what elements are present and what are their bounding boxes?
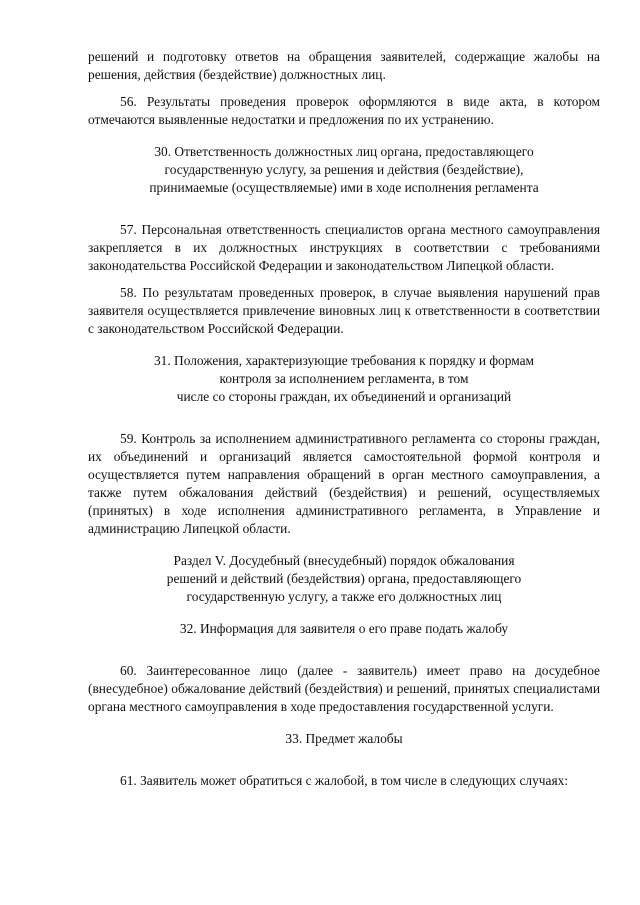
heading-30-line-2: государственную услугу, за решения и действия (бездействие), (164, 162, 524, 177)
heading-32: 32. Информация для заявителя о его праве подать жалобу (179, 621, 509, 636)
heading-31-line-3: числе со стороны граждан, их объединений и организаций (176, 389, 512, 404)
document-page (88, 48, 600, 790)
paragraph-60: 60. Заинтересованное лицо (далее - заявитель) имеет право на досудебное (внесудебное) обжалование действий (бездействия) и решений, принятых специалистами органа местного самоуправления в ходе предоставления государственной услуги. (88, 663, 600, 714)
heading-33: 33. Предмет жалобы (285, 731, 403, 746)
heading-30-line-1: 30. Ответственность должностных лиц органа, предоставляющего (154, 144, 534, 159)
paragraph-59: 59. Контроль за исполнением административного регламента со стороны граждан, их объединений и организаций является самостоятельной формой контроля и осуществляется путем направления обращений в орган местного самоуправления, а также путем обжалования действий (бездействия) и решений, осуществляемых (принятых) в ходе исполнения административного регламента, в Управление и администрацию Липецкой области. (88, 431, 600, 536)
paragraph-61: 61. Заявитель может обратиться с жалобой, в том числе в следующих случаях: (120, 773, 569, 788)
section-5-line-3: государственную услугу, а также его должностных лиц (186, 589, 502, 604)
heading-30 (88, 143, 600, 197)
section-5-line-2: решений и действий (бездействия) органа, предоставляющего (166, 571, 522, 586)
heading-31 (88, 352, 600, 406)
paragraph-58: 58. По результатам проведенных проверок, в случае выявления нарушений прав заявителя осуществляется привлечение виновных лиц к ответственности в соответствии с законодательством Российской Федерации. (88, 285, 600, 336)
section-5-heading (88, 552, 600, 606)
paragraph-57: 57. Персональная ответственность специалистов органа местного самоуправления закрепляется в их должностных инструкциях в соответствии с требованиями законодательства Российской Федерации и законодательством Липецкой области. (88, 222, 600, 273)
heading-31-line-1: 31. Положения, характеризующие требования к порядку и формам (153, 353, 535, 368)
paragraph-continued: решений и подготовку ответов на обращения заявителей, содержащие жалобы на решения, действия (бездействие) должностных лиц. (88, 49, 600, 82)
heading-30-line-3: принимаемые (осуществляемые) ими в ходе исполнения регламента (149, 180, 539, 195)
paragraph-56: 56. Результаты проведения проверок оформляются в виде акта, в котором отмечаются выявленные недостатки и предложения по их устранению. (88, 94, 600, 127)
heading-31-line-2: контроля за исполнением регламента, в том (219, 371, 469, 386)
section-5-line-1: Раздел V. Досудебный (внесудебный) порядок обжалования (173, 553, 515, 568)
